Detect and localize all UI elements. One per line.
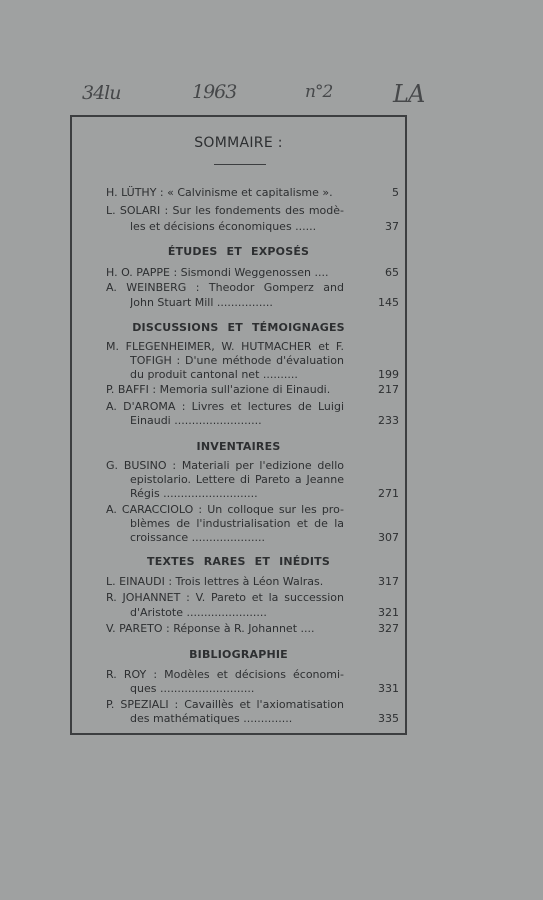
toc-page-pareto: 327 [378,622,399,635]
toc-entry-flegenheimer-cont-1: TOFIGH : D'une méthode d'évaluation [130,354,344,367]
toc-entry-solari: L. SOLARI : Sur les fondements des modè- [106,204,344,217]
toc-entry-pareto: V. PARETO : Réponse à R. Johannet .... [106,622,315,635]
toc-entry-speziali: P. SPEZIALI : Cavaillès et l'axiomatisation [106,698,344,711]
toc-entry-caracciolo-cont-2: croissance ..................... [130,531,266,544]
toc-page-johannet: 321 [378,606,399,619]
handwritten-note-initials: LA [393,80,425,108]
toc-entry-caracciolo: A. CARACCIOLO : Un colloque sur les pro- [106,503,344,516]
toc-page-pappe: 65 [385,266,399,279]
section-heading-inventaires: INVENTAIRES [196,440,281,453]
section-heading-textes: TEXTES RARES ET INÉDITS [147,555,330,568]
toc-entry-baffi: P. BAFFI : Memoria sull'azione di Einaudi. [106,383,331,396]
section-heading-bibliographie: BIBLIOGRAPHIE [189,648,288,661]
toc-entry-johannet: R. JOHANNET : V. Pareto et la succession [106,591,344,604]
toc-page-busino: 271 [378,487,399,500]
toc-page-weinberg: 145 [378,296,399,309]
handwritten-note-year: 1963 [192,81,237,103]
toc-entry-busino: G. BUSINO : Materiali per l'edizione dello [106,459,344,472]
title-divider [214,164,266,165]
toc-page-baffi: 217 [378,383,399,396]
toc-page-luthy: 5 [392,186,399,199]
handwritten-note-1: 34lu [82,82,121,104]
toc-entry-roy-cont: ques ........................... [130,682,255,695]
toc-entry-caracciolo-cont-1: blèmes de l'industrialisation et de la [130,517,344,530]
toc-entry-roy: R. ROY : Modèles et décisions économi- [106,668,344,681]
toc-title: SOMMAIRE : [194,135,283,151]
table-of-contents [70,115,407,735]
toc-page-speziali: 335 [378,712,399,725]
section-heading-discussions: DISCUSSIONS ET TÉMOIGNAGES [132,321,345,334]
handwritten-note-issue: n°2 [305,82,333,102]
toc-page-flegenheimer: 199 [378,368,399,381]
toc-entry-daroma-cont: Einaudi ......................... [130,414,262,427]
toc-entry-busino-cont-2: Régis ........................... [130,487,258,500]
toc-entry-daroma: A. D'AROMA : Livres et lectures de Luigi [106,400,344,413]
toc-entry-solari-cont: les et décisions économiques ...... [130,220,317,233]
toc-entry-busino-cont-1: epistolario. Lettere di Pareto a Jeanne [130,473,344,486]
toc-entry-weinberg: A. WEINBERG : Theodor Gomperz and [106,281,344,294]
toc-entry-flegenheimer: M. FLEGENHEIMER, W. HUTMACHER et F. [106,340,344,353]
toc-page-daroma: 233 [378,414,399,427]
toc-entry-luthy: H. LÜTHY : « Calvinisme et capitalisme ». [106,186,333,199]
toc-page-roy: 331 [378,682,399,695]
toc-entry-johannet-cont: d'Aristote ....................... [130,606,267,619]
toc-entry-weinberg-cont: John Stuart Mill ................ [130,296,273,309]
toc-entry-einaudi: L. EINAUDI : Trois lettres à Léon Walras. [106,575,324,588]
toc-entry-flegenheimer-cont-2: du produit cantonal net .......... [130,368,298,381]
toc-entry-speziali-cont: des mathématiques .............. [130,712,293,725]
toc-page-solari: 37 [385,220,399,233]
toc-page-caracciolo: 307 [378,531,399,544]
section-heading-etudes: ÉTUDES ET EXPOSÉS [167,245,310,258]
toc-page-einaudi: 317 [378,575,399,588]
toc-entry-pappe: H. O. PAPPE : Sismondi Weggenossen .... [106,266,329,279]
